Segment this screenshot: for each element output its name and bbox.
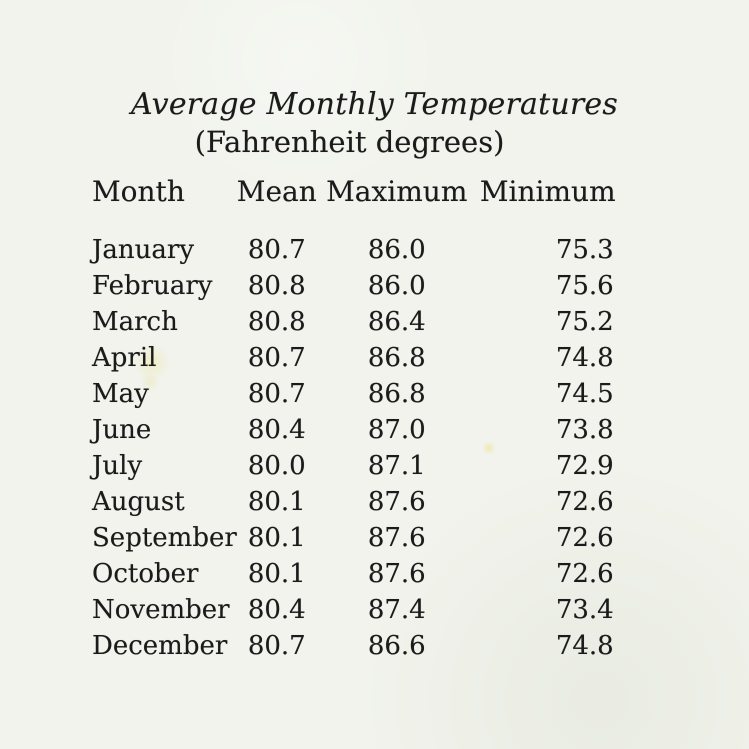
table-row [90,556,657,592]
cell-minimum: 73.8 [555,415,614,445]
cell-mean: 80.7 [247,235,306,265]
table-row [90,232,657,268]
cell-maximum: 87.0 [367,415,426,445]
cell-minimum: 74.8 [555,631,614,661]
temperature-table [90,174,657,664]
cell-month: March [92,307,178,337]
cell-month: November [92,595,230,625]
cell-month: May [92,379,149,409]
cell-maximum: 87.4 [367,595,426,625]
table-row [90,412,657,448]
cell-mean: 80.1 [247,523,306,553]
document-subtitle: (Fahrenheit degrees) [194,125,505,159]
table-row [90,592,657,628]
table-row [90,376,657,412]
table-row [90,520,657,556]
cell-month: September [92,523,237,553]
cell-month: February [92,271,213,301]
table-row [90,340,657,376]
cell-mean: 80.4 [247,595,306,625]
cell-maximum: 87.6 [367,487,426,517]
cell-minimum: 73.4 [555,595,614,625]
cell-minimum: 72.6 [555,487,614,517]
cell-maximum: 86.6 [367,631,426,661]
column-header-maximum: Maximum [326,175,468,208]
cell-minimum: 75.6 [555,271,614,301]
table-row [90,268,657,304]
document-title: Average Monthly Temperatures [131,87,618,122]
column-header-mean: Mean [236,175,317,208]
cell-maximum: 86.8 [367,379,426,409]
cell-minimum: 72.6 [555,559,614,589]
cell-minimum: 72.6 [555,523,614,553]
cell-minimum: 75.3 [555,235,614,265]
cell-month: August [92,487,185,517]
cell-minimum: 72.9 [555,451,614,481]
cell-month: July [92,451,143,481]
column-header-minimum: Minimum [479,175,616,208]
cell-mean: 80.1 [247,559,306,589]
cell-minimum: 74.5 [555,379,614,409]
cell-mean: 80.8 [247,271,306,301]
cell-mean: 80.7 [247,379,306,409]
cell-mean: 80.0 [247,451,306,481]
table-row [90,628,657,664]
cell-mean: 80.8 [247,307,306,337]
cell-maximum: 86.8 [367,343,426,373]
cell-maximum: 86.4 [367,307,426,337]
table-row [90,304,657,340]
cell-maximum: 87.6 [367,559,426,589]
cell-mean: 80.7 [247,631,306,661]
table-row [90,484,657,520]
cell-maximum: 87.6 [367,523,426,553]
cell-minimum: 75.2 [555,307,614,337]
cell-month: October [92,559,199,589]
cell-mean: 80.7 [247,343,306,373]
cell-month: June [92,415,152,445]
table-header-row [90,174,657,232]
cell-month: January [92,235,195,265]
cell-month: December [92,631,228,661]
cell-mean: 80.1 [247,487,306,517]
cell-maximum: 86.0 [367,271,426,301]
table-row [90,448,657,484]
column-header-month: Month [92,175,185,208]
cell-month: April [92,343,157,373]
document-heading [0,86,749,160]
cell-mean: 80.4 [247,415,306,445]
cell-maximum: 87.1 [367,451,426,481]
cell-maximum: 86.0 [367,235,426,265]
cell-minimum: 74.8 [555,343,614,373]
